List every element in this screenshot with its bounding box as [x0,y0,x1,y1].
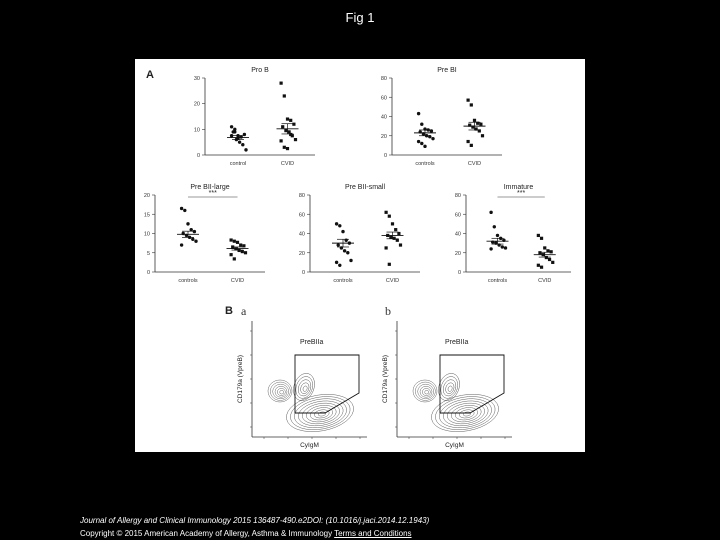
data-point-cvid [280,82,283,85]
y-tick-label: 20 [298,250,305,257]
x-category-label: controls [487,278,508,284]
data-point-control [191,238,194,241]
data-point-cvid [537,264,540,267]
x-category-label: controls [178,278,198,284]
copyright-line [80,529,412,538]
data-point-cvid [470,103,473,106]
contour-ring [270,382,290,400]
data-point-cvid [233,257,236,260]
flow-cytometry-plots [237,321,512,449]
data-point-cvid [481,134,484,137]
data-point-cvid [550,250,553,253]
y-tick-label: 20 [193,101,200,108]
data-point-cvid [230,238,233,241]
data-point-control [335,222,338,225]
flow-y-axis-label: CD179a (VpreB) [237,354,244,404]
data-point-control [338,224,341,227]
y-tick-label: 0 [146,270,150,276]
contour-ring [280,390,284,394]
data-point-cvid [467,140,470,143]
data-point-cvid [467,99,470,102]
data-point-cvid [479,123,482,126]
data-point-cvid [385,246,388,249]
data-point-control [244,148,247,151]
chart-title: Pre BII-large [190,184,230,191]
data-point-cvid [286,117,289,120]
data-point-cvid [388,263,391,266]
data-point-cvid [238,249,241,252]
data-point-control [346,251,349,254]
scatter-chart-1 [194,67,315,167]
data-point-cvid [233,240,236,243]
figure-panel [135,59,585,452]
data-point-control [423,145,426,148]
x-category-label: CVID [230,278,245,284]
y-tick-label: 80 [454,193,461,199]
data-point-cvid [388,215,391,218]
data-point-control [417,140,420,143]
data-point-control [337,243,340,246]
data-point-control [335,261,338,264]
y-tick-label: 80 [380,76,387,82]
data-point-control [349,259,352,262]
prebiia-gate [295,355,359,413]
data-point-control [489,211,492,214]
data-point-cvid [394,228,397,231]
y-tick-label: 0 [301,270,305,276]
data-point-control [338,264,341,267]
data-point-cvid [473,119,476,122]
data-point-cvid [294,138,297,141]
gate-label: PreBIIa [445,339,469,346]
data-point-cvid [292,123,295,126]
data-point-control [183,209,186,212]
data-point-control [431,137,434,140]
contour-ring [277,388,285,395]
data-point-control [180,243,183,246]
gate-label: PreBIIa [300,339,324,346]
chart-title: Pre BII-small [344,184,386,191]
y-tick-label: 80 [298,193,305,199]
contour-ring [302,385,308,392]
data-point-cvid [399,243,402,246]
contour-ring [415,382,435,400]
data-point-cvid [540,237,543,240]
data-point-cvid [239,243,242,246]
data-point-cvid [280,139,283,142]
data-point-control [241,143,244,146]
x-category-label: CVID [467,161,482,167]
data-point-cvid [289,119,292,122]
data-point-control [240,135,243,138]
data-point-cvid [393,237,396,240]
contour-ring [290,370,318,403]
data-point-control [496,234,499,237]
contour-ring [293,374,316,401]
y-tick-label: 40 [298,231,305,238]
data-point-control [194,240,197,243]
y-tick-label: 20 [143,193,150,199]
panel-label-b: B [225,305,233,317]
data-point-cvid [543,246,546,249]
x-category-label: CVID [280,161,295,167]
contour-ring [314,409,330,420]
contour-ring [438,374,461,401]
y-tick-label: 10 [143,231,150,238]
y-tick-label: 40 [454,231,461,238]
panel-label-a: A [146,69,154,81]
y-tick-label: 40 [380,114,387,121]
data-point-control [501,245,504,248]
flow-x-axis-label: CyIgM [445,442,464,449]
data-point-control [343,249,346,252]
x-category-label: CVID [538,278,552,284]
chart-title: Pre BI [437,67,457,74]
data-point-control [230,125,233,128]
scatter-chart-5 [455,184,571,284]
flow-label-a: a [241,304,247,318]
data-point-control [233,128,236,131]
terms-link[interactable]: Terms and Conditions [334,529,412,538]
y-tick-label: 20 [454,250,461,257]
x-category-label: control [229,161,247,167]
data-point-cvid [284,129,287,132]
data-point-control [417,112,420,115]
flow-x-axis-label: CyIgM [300,442,319,449]
contour-ring [425,390,429,394]
y-tick-label: 0 [457,270,461,276]
data-point-cvid [470,144,473,147]
y-tick-label: 15 [143,212,150,219]
x-category-label: controls [415,161,435,167]
data-point-cvid [551,261,554,264]
data-point-cvid [241,250,244,253]
citation-text: Journal of Allergy and Clinical Immunology 2015 136487-490.e2DOI: (10.1016/j.jaci.2014.12.1943) [80,516,430,525]
data-point-control [180,207,183,210]
data-point-cvid [236,241,239,244]
x-category-label: controls [333,278,353,284]
data-point-cvid [548,258,551,261]
scatter-chart-2 [381,67,502,167]
significance-label: *** [517,190,526,197]
data-point-control [504,246,507,249]
data-point-control [420,142,423,145]
x-category-label: CVID [385,278,400,284]
data-point-cvid [244,251,247,254]
data-point-cvid [230,253,233,256]
data-point-control [341,230,344,233]
contour-ring [422,388,430,395]
y-tick-label: 60 [298,212,305,219]
contour-ring [459,409,475,420]
data-point-cvid [283,94,286,97]
data-point-control [238,140,241,143]
flow-plot-b [382,321,512,449]
data-point-control [186,222,189,225]
y-tick-label: 5 [146,250,150,257]
contour-ring [318,411,326,416]
contour-ring [435,370,463,403]
figure-title: Fig 1 [345,10,375,25]
figure-svg [135,59,585,452]
y-tick-label: 20 [380,133,387,140]
data-point-cvid [540,266,543,269]
y-tick-label: 60 [380,95,387,102]
scatter-chart-3 [144,184,265,284]
copyright-text: Copyright © 2015 American Academy of Allergy, Asthma & Immunology [80,529,333,538]
y-tick-label: 30 [193,76,200,82]
data-point-control [420,123,423,126]
contour-ring [447,385,453,392]
data-point-cvid [391,222,394,225]
flow-label-b: b [385,304,391,318]
data-point-cvid [385,211,388,214]
chart-title: Immature [503,184,534,191]
y-tick-label: 0 [196,153,200,159]
scatter-chart-4 [299,184,420,284]
data-point-cvid [281,125,284,128]
chart-title: Pro B [251,67,269,74]
data-point-control [489,247,492,250]
y-tick-label: 60 [454,212,461,219]
data-point-cvid [286,147,289,150]
data-point-cvid [545,256,548,259]
contour-ring [463,411,471,416]
data-point-control [193,230,196,233]
data-point-cvid [538,251,541,254]
scatter-charts [144,67,571,284]
y-tick-label: 0 [383,153,387,159]
flow-plot-a [237,321,367,449]
data-point-cvid [537,234,540,237]
data-point-cvid [289,133,292,136]
significance-label: *** [208,190,217,197]
prebiia-gate [440,355,504,413]
y-tick-label: 10 [193,127,200,134]
flow-y-axis-label: CD179a (VpreB) [382,354,389,404]
data-point-cvid [283,146,286,149]
data-point-control [493,225,496,228]
